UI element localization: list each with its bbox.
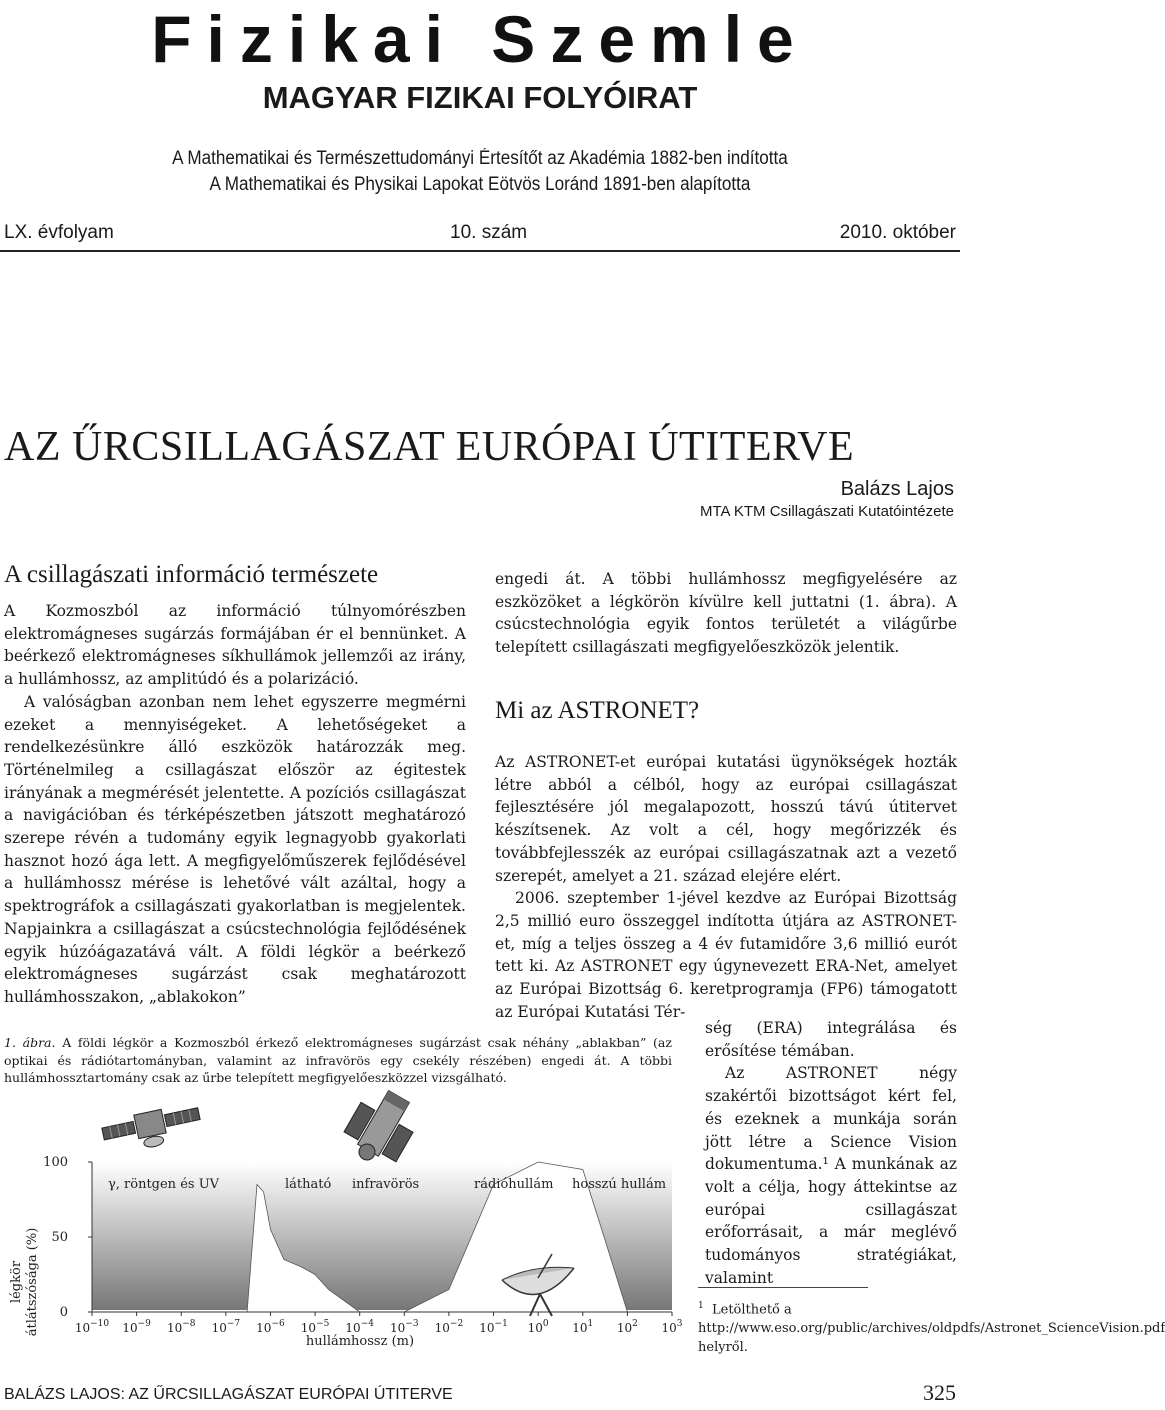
- x-tick-label: $10^{-4}$: [345, 1319, 374, 1335]
- y-ticks: [43, 1155, 92, 1320]
- issue-number: 10. szám: [450, 222, 528, 243]
- footnote-rule: [698, 1287, 868, 1288]
- x-tick-label: $10^{-1}$: [479, 1319, 508, 1335]
- journal-subtitle: MAGYAR FIZIKAI FOLYÓIRAT: [262, 80, 698, 115]
- x-tick-label: $10^{-7}$: [211, 1319, 241, 1335]
- paragraph: 2006. szeptember 1-jével kezdve az Európai Bizottság 2,5 millió euro összeggel indította útjára az ASTRONET-et, míg a teljes összeg a 4 év futamidőre 3,6 millió eurót tett ki. Az ASTRONET egy úgynevezett ERA-Net, amelyet az Európai Bizottság 6. keretprogramja (FP6) támogatott az Európai Kutatási Tér-: [495, 889, 957, 1021]
- region-label-radio: rádióhullám: [474, 1177, 554, 1192]
- region-label-long-wave: hosszú hullám: [572, 1177, 667, 1192]
- y-tick-label: 100: [43, 1155, 68, 1170]
- x-tick-label: $10^{-9}$: [122, 1319, 151, 1335]
- x-tick-label: $10^{-2}$: [434, 1319, 464, 1335]
- journal-history-line-2: A Mathematikai és Physikai Lapokat Eötvös Loránd 1891-ben alapította: [209, 174, 751, 195]
- region-label-visible: látható: [285, 1177, 332, 1192]
- x-tick-label: $10^{-3}$: [390, 1319, 419, 1335]
- y-tick-label: 0: [59, 1305, 68, 1320]
- paragraph: A Kozmoszból az információ túlnyomórészben elektromágneses sugárzás formájában ér el bennünket. A beérkező elektromágneses síkhullámok jellemzői az irány, a hullámhossz, az amplitúdó és a polarizáció.: [4, 602, 466, 689]
- paragraph: Az ASTRONET-et európai kutatási ügynökségek hozták létre abból a célból, hogy az európai csillagászat fejlesztésére jól megalapozott, hosszú távú útitervet készítsenek. Az volt a cél, hogy megőrizzék és továbbfejlesszék az európai csillagászatnak azt a vezető szerepét, amelyet a 21. század elejére elért.: [495, 753, 957, 885]
- y-tick-label: 50: [51, 1230, 68, 1245]
- paragraph: Az ASTRONET négy szakértői bizottságot kért fel, és ezeknek a munkája során jött létre a Science Vision dokumentuma.¹ A munkának az volt a célja, hogy áttekintse az európai csillagászat erőforrásait, a már meglévő tudományos stratégiákat, valamint: [705, 1064, 957, 1287]
- y-axis-label-line-1: légkör: [9, 1260, 24, 1304]
- article-title: AZ ŰRCSILLAGÁSZAT EURÓPAI ÚTITERVE: [4, 424, 855, 470]
- satellite-icon: [101, 1102, 204, 1157]
- journal-history-line-1: A Mathematikai és Természettudományi Értesítőt az Akadémia 1882-ben indította: [172, 148, 788, 169]
- x-tick-label: $10^{-6}$: [256, 1319, 285, 1335]
- affiliation: MTA KTM Csillagászati Kutatóintézete: [700, 503, 954, 520]
- journal-title: Fizikai Szemle: [151, 2, 809, 76]
- region-label-gamma: γ, röntgen és UV: [108, 1177, 220, 1192]
- author: Balázs Lajos: [840, 478, 954, 500]
- paragraph: A valóságban azonban nem lehet egyszerre megmérni ezeket a mennyiségeket. A lehetőségeket a rendelkezésünkre álló eszközök határozzák meg. Történelmileg a csillagászat először az égitestek irányának a megmérését jelentette. A pozíciós csillagászat a navigációban és térképészetben játszott meghatározó szerepe révén a tudomány egyik legnagyobb gyakorlati hasznot hozó ága lett. A megfigyelőműszerek fejlődésével a hullámhossz mérése is lehetővé vált azáltal, hogy a spektrográfok a csillagászati gyakorlatban is megjelentek. Napjainkra a csillagászat a csúcstechnológia fejlődésének egyik húzóágazatává vált. A földi légkör a beérkező elektromágneses sugárzást csak meghatározott hullámhosszakon, „ablakokon”: [4, 692, 466, 1006]
- x-tick-label: $10^{-10}$: [74, 1319, 110, 1335]
- column-right-text-top: [495, 568, 957, 659]
- section-heading-astronet: Mi az ASTRONET?: [495, 697, 700, 724]
- x-ticks: [75, 1312, 683, 1335]
- masthead-rule: [0, 250, 960, 252]
- column-right-text: [495, 751, 957, 1023]
- figure-caption: [4, 1034, 672, 1087]
- footnote: [698, 1297, 1165, 1357]
- running-title: BALÁZS LAJOS: AZ ŰRCSILLAGÁSZAT EURÓPAI ÚTITERVE: [4, 1386, 453, 1403]
- x-tick-label: $10^{-8}$: [166, 1319, 196, 1335]
- atmospheric-transparency-figure: [0, 1090, 690, 1360]
- page-number: 325: [923, 1380, 956, 1405]
- x-tick-label: $10^0$: [527, 1319, 549, 1335]
- issue-date: 2010. október: [839, 222, 956, 243]
- column-left-text: [4, 600, 466, 1009]
- x-tick-label: $10^2$: [616, 1319, 638, 1335]
- footnote-number: 1: [698, 1301, 704, 1311]
- paragraph: ség (ERA) integrálása és erősítése témában.: [705, 1019, 957, 1060]
- column-right-text-narrow: [705, 1017, 957, 1289]
- x-tick-label: $10^3$: [661, 1319, 683, 1335]
- region-label-infrared: infravörös: [352, 1177, 420, 1192]
- figure-caption-label: 1. ábra.: [4, 1035, 56, 1050]
- section-heading-information: A csillagászati információ természete: [4, 561, 379, 588]
- x-tick-label: $10^1$: [572, 1319, 594, 1335]
- space-telescope-icon: [337, 1082, 425, 1174]
- y-axis-label-line-2: átlátszósága (%): [25, 1227, 40, 1337]
- volume: LX. évfolyam: [4, 222, 114, 243]
- paragraph: engedi át. A többi hullámhossz megfigyelésére az eszközöket a légkörön kívülre kell juttatni (1. ábra). A csúcstechnológia egyik fontos területét a világűrbe telepített csillagászati megfigyelőeszközök jelentik.: [495, 570, 957, 657]
- figure-caption-text: A földi légkör a Kozmoszból érkező elektromágneses sugárzást csak néhány „ablakban” (az optikai és rádiótartományban, valamint az infravörös egy csekély részében) engedi át. A többi hullámhossztartomány csak az űrbe telepített megfigyelőeszközzel vizsgálható.: [4, 1035, 672, 1085]
- x-axis-label: hullámhossz (m): [305, 1334, 415, 1349]
- x-tick-label: $10^{-5}$: [300, 1319, 330, 1335]
- footnote-text: Letölthető a http://www.eso.org/public/archives/oldpdfs/Astronet_ScienceVision.pdf helyről.: [698, 1302, 1165, 1356]
